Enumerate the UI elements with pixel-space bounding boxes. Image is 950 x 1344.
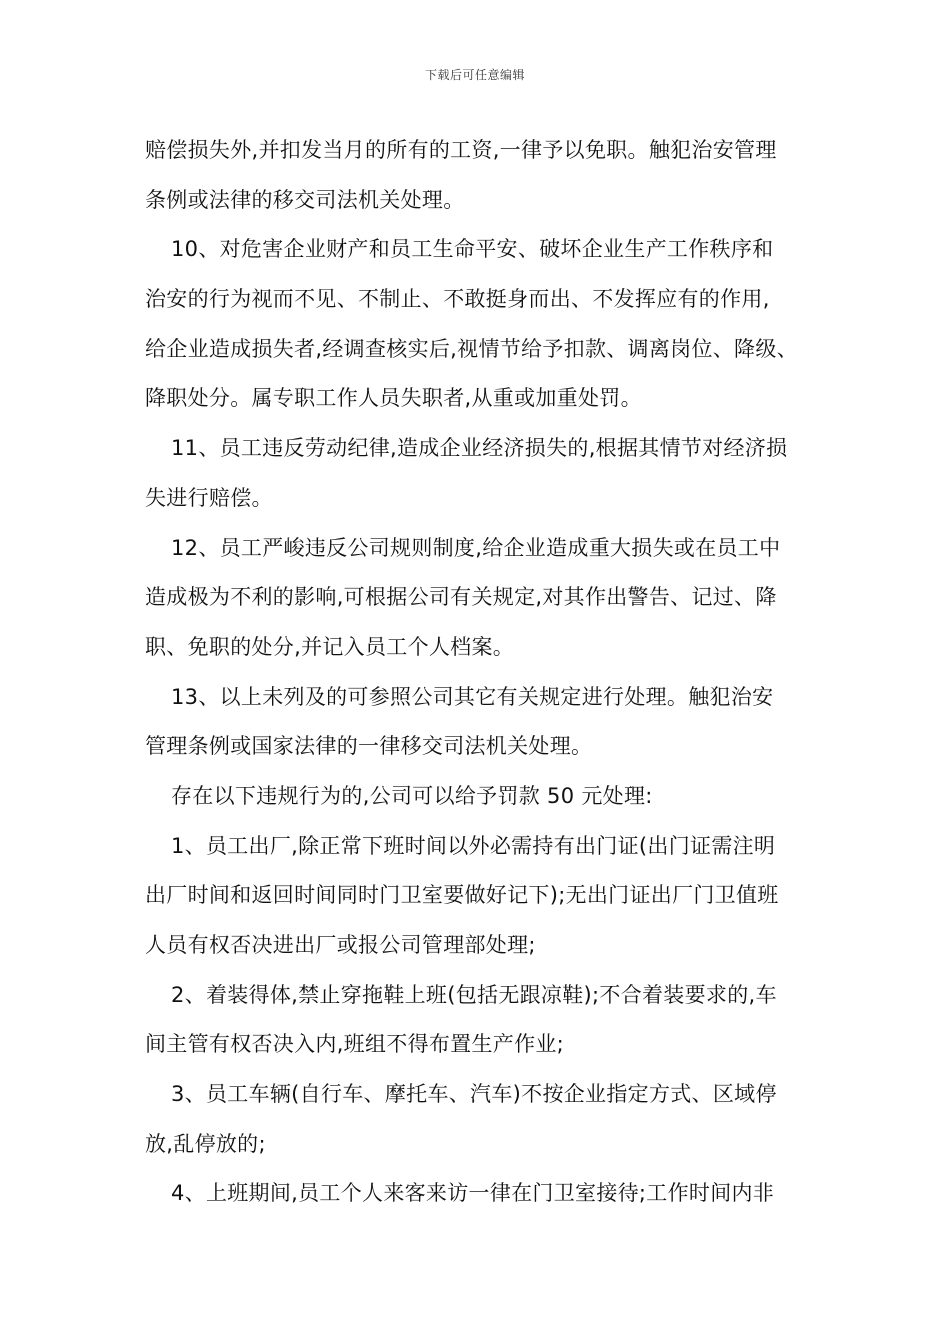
text-line: 10、对危害企业财产和员工生命平安、破坏企业生产工作秩序和: [171, 237, 774, 262]
text-line: 赔偿损失外,并扣发当月的所有的工资,一律予以免职。触犯治安管理: [145, 138, 777, 162]
text-line: 造成极为不利的影响,可根据公司有关规定,对其作出警告、记过、降: [145, 585, 777, 610]
text-line: 存在以下违规行为的,公司可以给予罚款 50 元处理:: [171, 783, 653, 808]
text-line: 管理条例或国家法律的一律移交司法机关处理。: [145, 734, 593, 759]
text-line: 治安的行为视而不见、不制止、不敢挺身而出、不发挥应有的作用,: [145, 287, 770, 312]
text-line: 2、着装得体,禁止穿拖鞋上班(包括无跟凉鞋);不合着装要求的,车: [171, 982, 777, 1007]
text-line: 降职处分。属专职工作人员失职者,从重或加重处罚。: [145, 386, 642, 411]
text-line: 放,乱停放的;: [145, 1131, 266, 1156]
text-line: 11、员工违反劳动纪律,造成企业经济损失的,根据其情节对经济损: [171, 436, 788, 461]
text-line: 4、上班期间,员工个人来客来访一律在门卫室接待;工作时间内非: [171, 1181, 775, 1206]
text-line: 出厂时间和返回时间同时门卫室要做好记下);无出门证出厂门卫值班: [145, 883, 779, 908]
text-line: 给企业造成损失者,经调查核实后,视情节给予扣款、调离岗位、降级、: [145, 336, 798, 361]
text-line: 13、以上未列及的可参照公司其它有关规定进行处理。触犯治安: [171, 684, 774, 709]
text-line: 失进行赔偿。: [145, 485, 273, 510]
text-line: 3、员工车辆(自行车、摩托车、汽车)不按企业指定方式、区域停: [171, 1082, 777, 1107]
text-line: 1、员工出厂,除正常下班时间以外必需持有出门证(出门证需注明: [171, 833, 776, 858]
text-line: 人员有权否决进出厂或报公司管理部处理;: [145, 933, 536, 957]
page-header: 下载后可任意编辑: [424, 68, 525, 82]
text-line: 12、员工严峻违反公司规则制度,给企业造成重大损失或在员工中: [171, 535, 781, 560]
text-line: 间主管有权否决入内,班组不得布置生产作业;: [145, 1032, 565, 1057]
text-line: 职、免职的处分,并记入员工个人档案。: [145, 634, 515, 659]
text-line: 条例或法律的移交司法机关处理。: [145, 187, 465, 212]
document-body: [145, 130, 815, 1223]
